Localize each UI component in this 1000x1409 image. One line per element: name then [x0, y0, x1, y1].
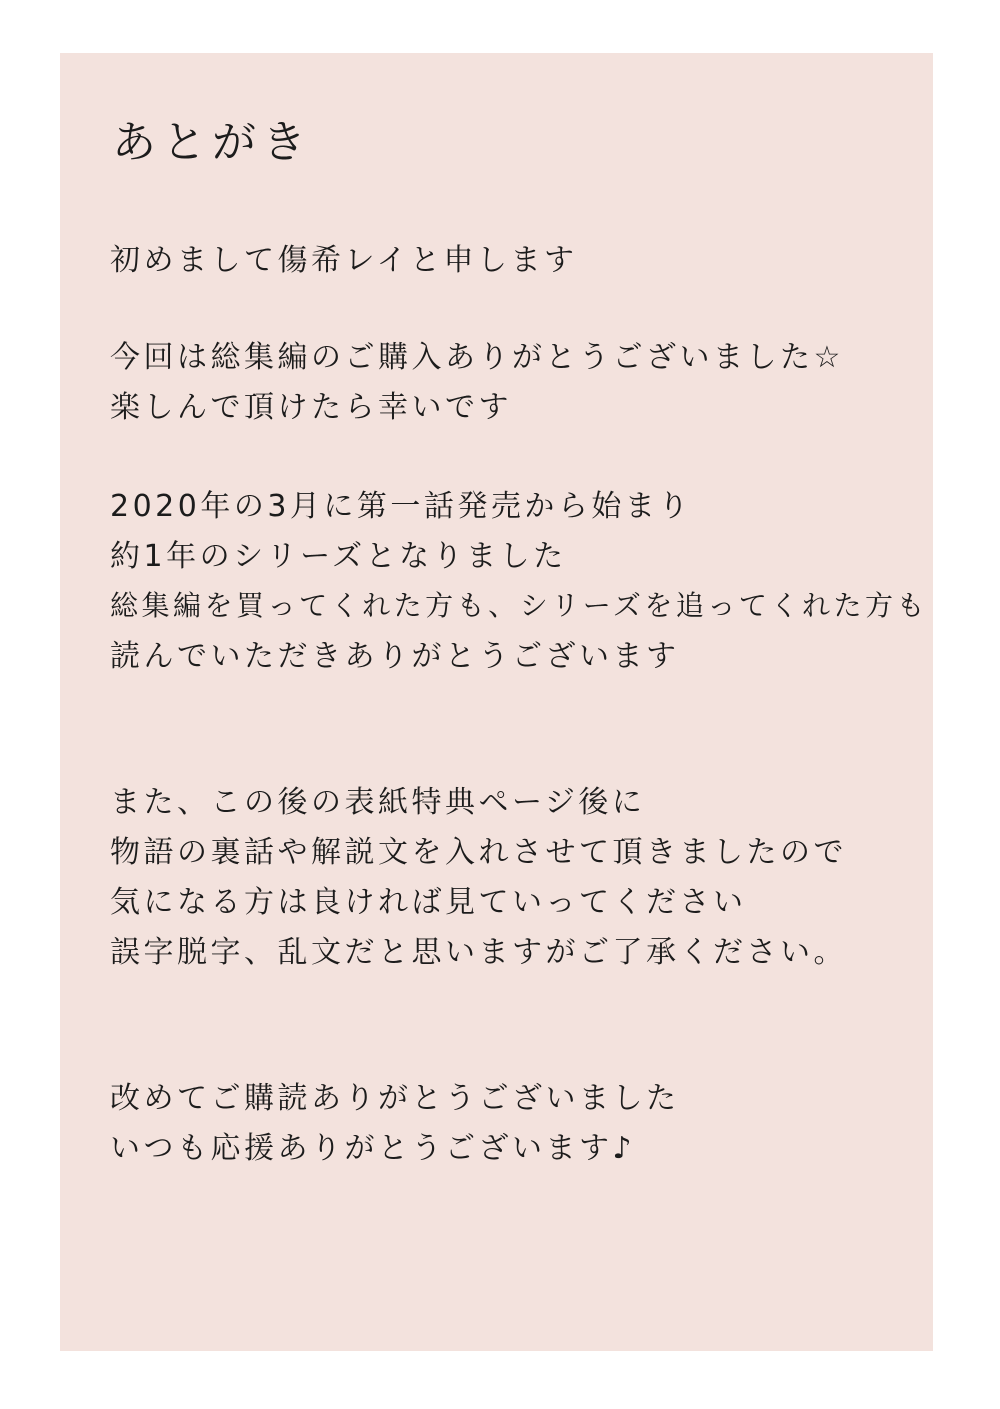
text-line: 今回は総集編のご購入ありがとうございました☆ — [110, 340, 844, 375]
text-line: 物語の裏話や解説文を入れさせて頂きましたので — [110, 835, 847, 870]
afterword-page — [60, 53, 933, 1351]
text-line: 改めてご購読ありがとうございました — [110, 1081, 680, 1116]
text-line: 約1年のシリーズとなりました — [110, 539, 567, 574]
text-line: 読んでいただきありがとうございます — [110, 639, 680, 674]
text-line: 誤字脱字、乱文だと思いますがご了承ください。 — [110, 935, 847, 970]
text-line: 初めまして傷希レイと申します — [110, 243, 578, 278]
text-line: 2020年の3月に第一話発売から始まり — [110, 489, 692, 524]
text-line: 総集編を買ってくれた方も、シリーズを追ってくれた方も — [110, 589, 929, 622]
text-line: 楽しんで頂けたら幸いです — [110, 390, 512, 425]
text-line: 気になる方は良ければ見ていってください — [110, 885, 747, 920]
text-line: また、この後の表紙特典ページ後に — [110, 785, 646, 820]
page-title: あとがき — [112, 117, 312, 168]
text-line: いつも応援ありがとうございます♪ — [110, 1131, 636, 1166]
